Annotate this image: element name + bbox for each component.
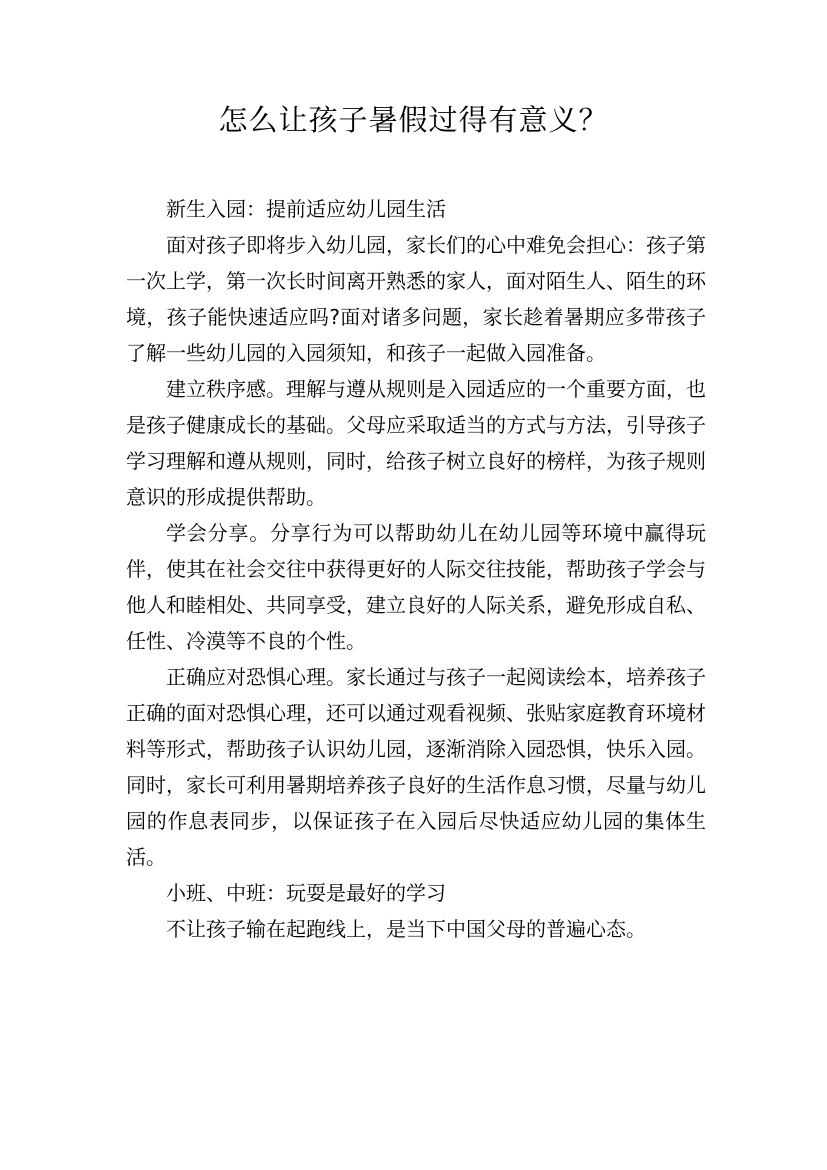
paragraph-intro: 面对孩子即将步入幼儿园，家长们的心中难免会担心：孩子第一次上学，第一次长时间离开熟悉的家人，面对陌生人、陌生的环境，孩子能快速适应吗?面对诸多问题，家长趁着暑期应多带孩子了解一些幼儿园的入园须知，和孩子一起做入园准备。 [126,233,706,365]
section-heading-small-middle-class: 小班、中班：玩耍是最好的学习 [166,881,446,905]
paragraph-starting-line: 不让孩子输在起跑线上，是当下中国父母的普遍心态。 [166,917,646,941]
paragraph-sharing: 学会分享。分享行为可以帮助幼儿在幼儿园等环境中赢得玩伴，使其在社会交往中获得更好的人际交往技能，帮助孩子学会与他人和睦相处、共同享受，建立良好的人际关系，避免形成自私、任性、冷漠等不良的个性。 [126,521,706,653]
document-title: 怎么让孩子暑假过得有意义？ [218,103,609,137]
section-heading-new-students: 新生入园：提前适应幼儿园生活 [166,197,446,221]
paragraph-order: 建立秩序感。理解与遵从规则是入园适应的一个重要方面，也是孩子健康成长的基础。父母应采取适当的方式与方法，引导孩子学习理解和遵从规则，同时，给孩子树立良好的榜样，为孩子规则意识的形成提供帮助。 [126,377,706,509]
document-body [126,191,706,947]
paragraph-fear: 正确应对恐惧心理。家长通过与孩子一起阅读绘本，培养孩子正确的面对恐惧心理，还可以通过观看视频、张贴家庭教育环境材料等形式，帮助孩子认识幼儿园，逐渐消除入园恐惧，快乐入园。同时，家长可利用暑期培养孩子良好的生活作息习惯，尽量与幼儿园的作息表同步，以保证孩子在入园后尽快适应幼儿园的集体生活。 [126,665,706,869]
